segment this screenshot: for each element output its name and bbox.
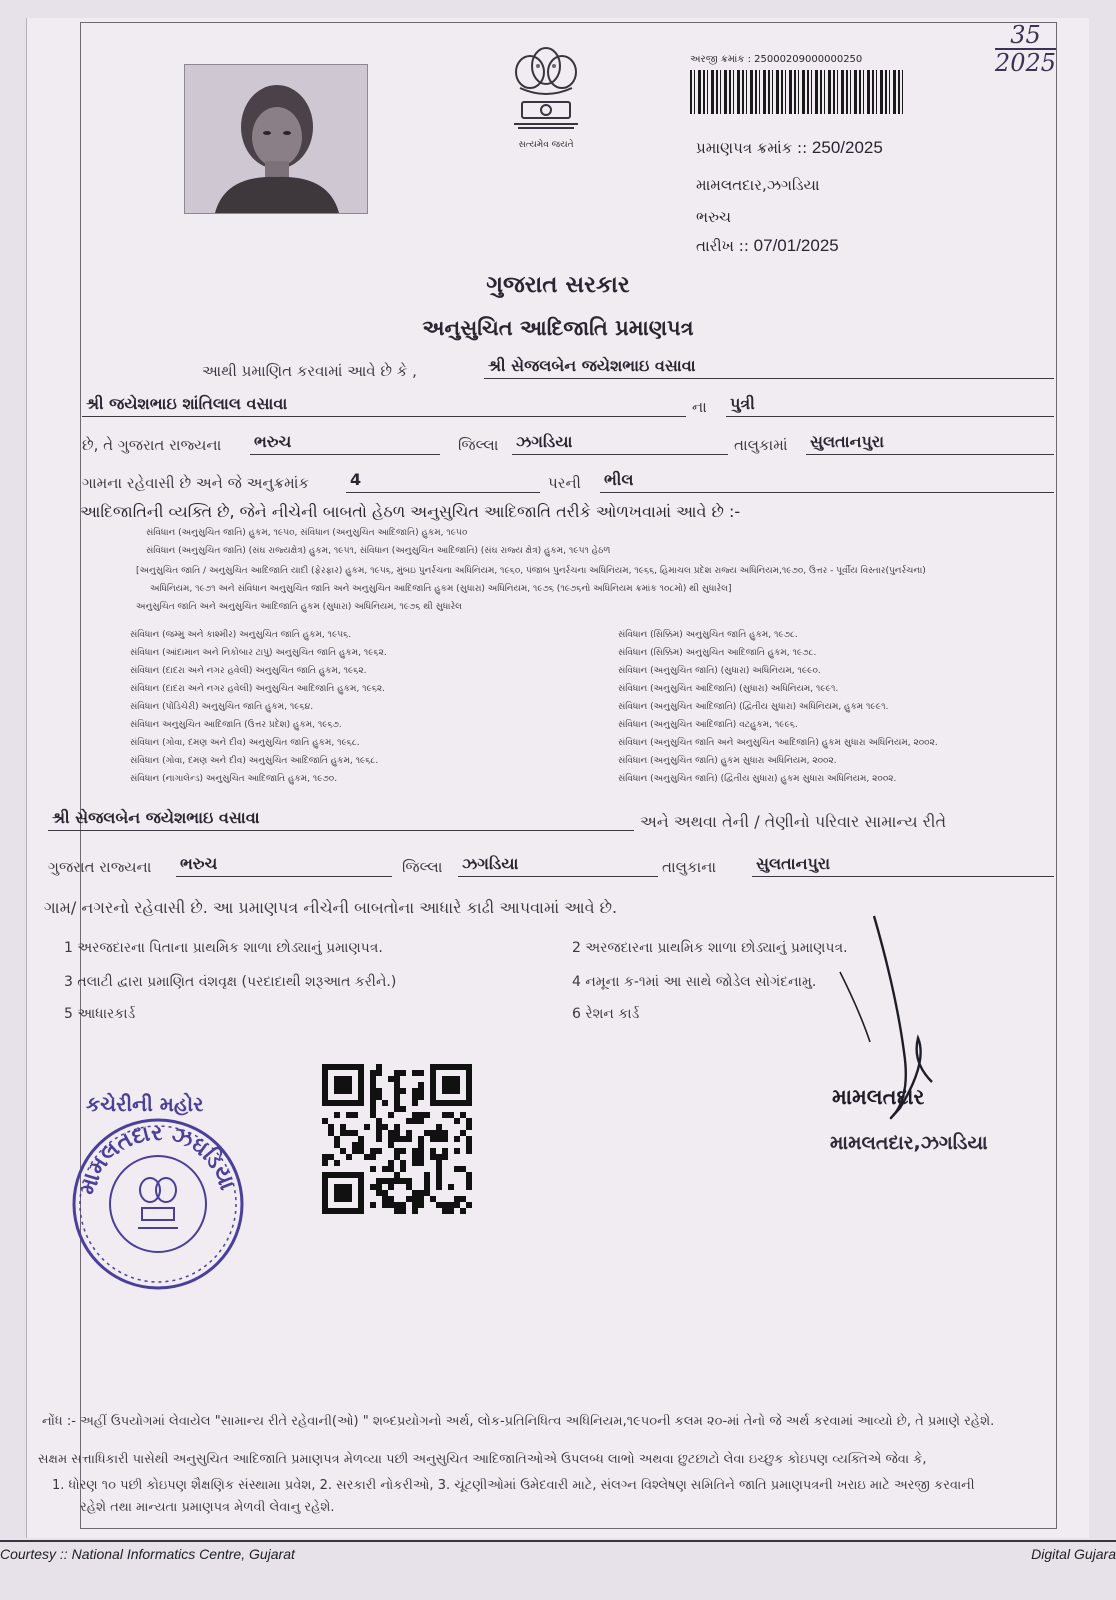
order-right: સંવિધાન (સિક્કિમ) અનુસુચિત જાતિ હુકમ, ૧૯૭૮.: [618, 630, 798, 640]
relation-value: પુત્રી: [726, 394, 1054, 417]
signature-scribble: [800, 912, 980, 1142]
order-right: સંવિધાન (અનુસુચિત આદિજાતિ) (દ્વિતીય સુધારા) અધિનિયમ, હુકમ ૧૯૯૧.: [618, 702, 889, 712]
supporting-document: 6 રેશન કાર્ડ: [572, 1006, 640, 1022]
residence-village: સુલતાનપુરા: [752, 854, 1054, 877]
tribe-value: ભીલ: [600, 470, 1054, 493]
supporting-document: 2 અરજદારના પ્રાથમિક શાળા છોડ્યાનું પ્રમાણપત્ર.: [572, 940, 848, 956]
emblem-motto: સત્યમેવ જયતે: [518, 140, 574, 150]
order-right: સંવિધાન (સિક્કિમ) અનુસુચિત આદિજાતિ હુકમ, ૧૯૭૮.: [618, 648, 817, 658]
basis-statement: ગામ/ નગરનો રહેવાસી છે. આ પ્રમાણપત્ર નીચેની બાબતોના આધારે કાઢી આપવામાં આવે છે.: [44, 898, 618, 917]
father-name: શ્રી જયેશભાઇ શાંતિલાલ વસાવા: [82, 394, 686, 417]
issue-date: તારીખ :: 07/01/2025: [696, 236, 839, 255]
order-right: સંવિધાન (અનુસુચિત જાતિ) (દ્વિતીય સુધારા) હુકમ સુધારા અધિનિયમ, ૨૦૦૨.: [618, 774, 897, 784]
legal-line: સંવિધાન (અનુસુચિત જાતિ) (સંઘ રાજ્યક્ષેત્ર) હુકમ, ૧૯૫૧, સંવિધાન (અનુસુચિત આદિજાતિ) (સંઘ રાજ્ય ક્ષેત્ર) હુકમ, ૧૯૫૧ હેઠળ: [146, 546, 611, 556]
order-right: સંવિધાન (અનુસુચિત જાતિ) હુકમ સુધારા અધિનિયમ, ૨૦૦૨.: [618, 756, 837, 766]
order-left: સંવિધાન (દાદરા અને નગર હવેલી) અનુસુચિત જાતિ હુકમ, ૧૯૬૨.: [130, 666, 367, 676]
footer-rule: [0, 1540, 1116, 1542]
legal-line: સંવિધાન (અનુસુચિત જાતિ) હુકમ, ૧૯૫૦, સંવિધાન (અનુસુચિત આદિજાતિ) હુકમ, ૧૯૫૦: [146, 528, 468, 538]
footer-courtesy: Courtesy :: National Informatics Centre, Gujarat: [0, 1546, 295, 1562]
office-seal-label: કચેરીની મહોર: [86, 1092, 204, 1116]
application-number-label: અરજી ક્રમાંક : 25000209000000250: [690, 54, 863, 65]
residence-state-label: ગુજરાત રાજ્યના: [48, 858, 152, 876]
district-value: ભરુચ: [250, 432, 440, 455]
supporting-document: 3 તલાટી દ્વારા પ્રમાણિત વંશવૃક્ષ (પરદાદાથી શરૂઆત કરીને.): [64, 974, 397, 990]
footer-brand: Digital Gujara: [1031, 1546, 1116, 1562]
office-seal-icon: [70, 1116, 246, 1292]
order-left: સંવિધાન (જમ્મુ અને કાશ્મીર) અનુસુચિત જાતિ હુકમ, ૧૯૫૬.: [130, 630, 352, 640]
issuing-district: ભરુચ: [696, 208, 731, 226]
residence-district: ભરુચ: [176, 854, 392, 877]
handwritten-record-number: 35 2025: [994, 21, 1056, 77]
order-left: સંવિધાન (ગોવા, દમણ અને દીવ) અનુસુચિત જાતિ હુકમ, ૧૯૬૮.: [130, 738, 360, 748]
supporting-document: 4 નમૂના ક-૧માં આ સાથે જોડેલ સોગંદનામુ.: [572, 974, 817, 990]
seal-ring-text: મામલતદાર ઝઘડિયા: [75, 1120, 240, 1198]
issuing-office: મામલતદાર,ઝગડિયા: [696, 176, 820, 194]
applicant-photo: [184, 64, 368, 214]
order-left: સંવિધાન અનુસુચિત આદિજાતિ (ઉત્તર પ્રદેશ) હુકમ, ૧૯૬૭.: [130, 720, 342, 730]
legal-line: અધિનિયમ, ૧૯૭૧ અને સંવિધાન અનુસુચિત જાતિ અને અનુસુચિત આદિજાતિ હુકમ (સુધારા) અધિનિયમ, ૧૯૭૬ (૧૯૭૬નો અધિનિયમ ક્રમાંક ૧૦૮મો) થી સુધારેલ]: [150, 584, 732, 594]
order-right: સંવિધાન (અનુસુચિત આદિજાતિ) વટહુકમ, ૧૯૯૬.: [618, 720, 798, 730]
note-line: નોંધ :- અહીં ઉપયોગમાં લેવાયેલ "સામાન્ય રીતે રહેવાની(ઓ) " શબ્દપ્રયોગનો અર્થ, લોક-પ્રતિનિધિત્વ અધિનિયમ,૧૯૫૦ની કલમ ૨૦-માં તેનો જે અર્થ કરવામાં આવ્યો છે, તે પ્રમાણે રહેશે.: [42, 1414, 995, 1429]
certificate-subtitle: અનુસુચિત આદિજાતિ પ્રમાણપત્ર: [422, 316, 694, 340]
serial-number: 4: [346, 470, 540, 493]
taluka-value: ઝગડિયા: [512, 432, 728, 455]
page-title: ગુજરાત સરકાર: [486, 272, 630, 298]
order-left: સંવિધાન (દાદરા અને નગર હવેલી) અનુસુચિત આદિજાતિ હુકમ, ૧૯૬૨.: [130, 684, 386, 694]
order-right: સંવિધાન (અનુસુચિત આદિજાતિ) (સુધારા) અધિનિયમ, ૧૯૯૧.: [618, 684, 839, 694]
supporting-document: 1 અરજદારના પિતાના પ્રાથમિક શાળા છોડ્યાનું પ્રમાણપત્ર.: [64, 940, 383, 956]
order-right: સંવિધાન (અનુસુચિત જાતિ અને અનુસુચિત આદિજાતિ) હુકમ સુધારા અધિનિયમ, ૨૦૦૨.: [618, 738, 938, 748]
taluka-label: તાલુકામાં: [734, 436, 788, 454]
residence-taluka-label: તાલુકાના: [662, 858, 717, 876]
resident-name: શ્રી સેજલબેન જયેશભાઇ વસાવા: [48, 808, 634, 831]
village-value: સુલતાનપુરા: [806, 432, 1054, 455]
note-line: રહેશે તથા માન્યતા પ્રમાણપત્ર મેળવી લેવાનુ રહેશે.: [80, 1500, 335, 1515]
legal-line: [અનુસુચિત જાતિ / અનુસુચિત આદિજાતિ યાદી (ફેરફાર) હુકમ, ૧૯૫૬, મુંબઇ પુનર્રચના અધિનિયમ, ૧૯૬૦, પંજાબ પુનર્રચના અધિનિયમ, ૧૯૬૬, હિમાચલ પ્રદેશ રાજ્ય અધિનિયમ,૧૯૭૦, ઉત્તર - પૂર્વીય વિસ્તાર(પુનર્રચના): [136, 566, 926, 576]
certificate-number: પ્રમાણપત્ર ક્રમાંક :: 250/2025: [696, 138, 883, 157]
order-left: સંવિધાન (ગોવા, દમણ અને દીવ) અનુસુચિત આદિજાતિ હુકમ, ૧૯૬૮.: [130, 756, 379, 766]
residence-label: અને અથવા તેની / તેણીનો પરિવાર સામાન્ય રીતે: [640, 812, 947, 831]
certify-label: આથી પ્રમાણિત કરવામાં આવે છે કે ,: [202, 362, 417, 380]
order-left: સંવિધાન (પોંડિચેરી) અનુસુચિત જાતિ હુકમ, ૧૯૬૪.: [130, 702, 314, 712]
order-left: સંવિધાન (નાગાલેન્ડ) અનુસુચિત આદિજાતિ હુકમ, ૧૯૭૦.: [130, 774, 338, 784]
residence-district-label: જિલ્લા: [402, 858, 443, 876]
supporting-document: 5 આધારકાર્ડ: [64, 1006, 136, 1022]
recognition-statement: આદિજાતિની વ્યક્તિ છે, જેને નીચેની બાબતો હેઠળ અનુસુચિત આદિજાતિ તરીકે ઓળખવામાં આવે છે :-: [80, 502, 741, 521]
residence-taluka: ઝગડિયા: [458, 854, 658, 877]
serial-label: ગામના રહેવાસી છે અને જે અનુક્રમાંક: [82, 474, 310, 492]
order-left: સંવિધાન (આંદામાન અને નિકોબાર ટાપુ) અનુસુચિત જાતિ હુકમ, ૧૯૬૨.: [130, 648, 387, 658]
district-label: જિલ્લા: [458, 436, 499, 454]
national-emblem-icon: [500, 44, 592, 148]
order-right: સંવિધાન (અનુસુચિત જાતિ) (સુધારા) અધિનિયમ, ૧૯૯૦.: [618, 666, 821, 676]
state-label: છે, તે ગુજરાત રાજ્યના: [82, 436, 222, 454]
signatory-office: મામલતદાર,ઝગડિયા: [830, 1132, 988, 1154]
signature-handwritten: મામલતદાર: [832, 1085, 925, 1109]
note-line: સક્ષમ સત્તાધિકારી પાસેથી અનુસુચિત આદિજાતિ પ્રમાણપત્ર મેળવ્યા પછી અનુસુચિત આદિજાતિઓએ ઉપલબ્ધ લાભો અથવા છુટછાટો લેવા ઇચ્છુક કોઇપણ વ્યક્તિએ જેવા કે,: [38, 1452, 927, 1467]
applicant-name: શ્રી સેજલબેન જયેશભાઇ વસાવા: [484, 356, 1054, 379]
note-line: 1. ધોરણ ૧૦ પછી કોઇપણ શૈક્ષણિક સંસ્થામા પ્રવેશ, 2. સરકારી નોકરીઓ, 3. ચૂંટણીઓમાં ઉમેદવારી માટે, સંલગ્ન વિશ્લેષણ સમિતિને જાતિ પ્રમાણપત્રની ખરાઇ માટે અરજી કરવાની: [52, 1478, 975, 1493]
barcode: [690, 70, 906, 114]
legal-line: અનુસુચિત જાતિ અને અનુસુચિત આદિજાતિ હુકમ (સુધારા) અધિનિયમ, ૧૯૭૬ થી સુધારેલ: [136, 602, 462, 612]
qr-code: [322, 1064, 472, 1214]
of-label: ના: [692, 398, 707, 416]
on-label: પરની: [548, 474, 581, 492]
